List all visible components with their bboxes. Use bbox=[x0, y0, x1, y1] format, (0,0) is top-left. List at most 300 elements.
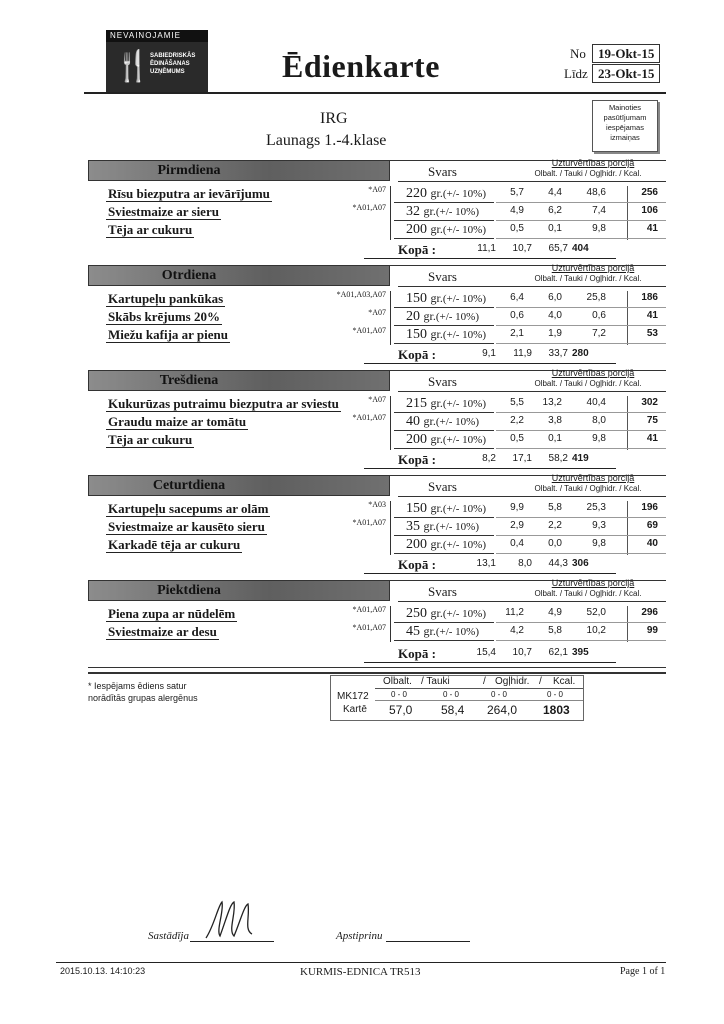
dish-name: Piena zupa ar nūdelēm bbox=[108, 606, 236, 621]
dish-underline bbox=[106, 237, 194, 238]
header-bottom-line bbox=[398, 286, 666, 287]
dish-row bbox=[88, 432, 666, 450]
weight-unit: gr. bbox=[423, 624, 436, 638]
nutrition-kcal: 186 bbox=[641, 292, 658, 303]
document-code: KURMIS-EDNICA TR513 bbox=[300, 966, 421, 978]
row-line bbox=[496, 448, 666, 449]
weight-underline bbox=[394, 307, 494, 308]
total-oglh: 33,7 bbox=[548, 348, 568, 359]
nutrition-oglh: 48,6 bbox=[586, 187, 606, 198]
total-tauki: 11,9 bbox=[513, 348, 532, 359]
row-line bbox=[496, 535, 666, 536]
weight-unit: gr. bbox=[430, 291, 443, 305]
weight-tolerance: (+/- 10%) bbox=[442, 539, 487, 551]
weight-underline bbox=[394, 622, 494, 623]
approved-line bbox=[386, 941, 470, 942]
total-underline bbox=[364, 573, 616, 574]
dish-underline bbox=[106, 534, 267, 535]
day-name: Piektdiena bbox=[157, 583, 221, 598]
dish-row bbox=[88, 414, 666, 432]
nutrition-oglh: 7,2 bbox=[592, 328, 606, 339]
day-total-row bbox=[88, 557, 666, 573]
total-label: Kopā : bbox=[398, 242, 436, 257]
column-divider bbox=[390, 537, 391, 555]
day-name: Pirmdiena bbox=[157, 163, 221, 178]
nutrition-kcal: 69 bbox=[646, 520, 658, 531]
weight-column-label: Svars bbox=[428, 584, 457, 599]
weight-unit: gr. bbox=[430, 606, 443, 620]
totals-divider bbox=[375, 700, 583, 701]
nutrition-tauki: 3,8 bbox=[548, 415, 562, 426]
weight-value: 200 bbox=[406, 432, 427, 447]
dish-weight bbox=[406, 414, 479, 430]
weight-underline bbox=[394, 448, 494, 449]
page-number: Page 1 of 1 bbox=[620, 966, 666, 977]
column-divider bbox=[390, 309, 391, 327]
nutrition-tauki: 0,1 bbox=[548, 223, 562, 234]
nutrition-olb: 9,9 bbox=[510, 502, 524, 513]
dish-weight bbox=[406, 501, 486, 517]
column-divider bbox=[390, 291, 391, 309]
row-line bbox=[496, 553, 666, 554]
dish-name: Rīsu biezputra ar ievārījumu bbox=[108, 186, 270, 201]
dish-weight bbox=[406, 291, 486, 307]
nutrition-tauki: 5,8 bbox=[548, 625, 562, 636]
allergen-footnote: * Iespējams ēdiens satur norādītās grupas alergēnus bbox=[88, 681, 198, 703]
day-header bbox=[88, 475, 390, 496]
allergen-codes: *A01,A07 bbox=[352, 326, 386, 335]
dish-weight bbox=[406, 396, 486, 412]
weight-column-label: Svars bbox=[428, 164, 457, 179]
dish-underline bbox=[106, 447, 194, 448]
total-tauki: 8,0 bbox=[518, 558, 532, 569]
menu-subtitle: Launags 1.-4.klase bbox=[266, 132, 387, 149]
dish-name: Kartupeļu sacepums ar olām bbox=[108, 501, 269, 516]
dish-underline bbox=[106, 201, 272, 202]
total-label: Kopā : bbox=[398, 646, 436, 661]
row-line bbox=[496, 220, 666, 221]
dish-name: Tēja ar cukuru bbox=[108, 222, 193, 237]
from-label: No bbox=[570, 46, 586, 61]
nutrition-olb: 0,5 bbox=[510, 433, 524, 444]
total-oglh: 65,7 bbox=[548, 243, 568, 254]
nutrition-columns: Olbalt. / Tauki / Ogļhidr. / Kcal. bbox=[534, 169, 642, 178]
dish-weight bbox=[406, 327, 486, 343]
row-line bbox=[496, 622, 666, 623]
nutrition-tauki: 0,1 bbox=[548, 433, 562, 444]
karte-olb: 57,0 bbox=[389, 703, 413, 717]
column-divider bbox=[390, 186, 391, 204]
weight-tolerance: (+/- 10%) bbox=[442, 398, 487, 410]
nutrition-kcal: 106 bbox=[641, 205, 658, 216]
weight-tolerance: (+/- 10%) bbox=[442, 434, 487, 446]
dish-underline bbox=[106, 621, 237, 622]
dish-name: Miežu kafija ar pienu bbox=[108, 327, 229, 342]
weight-unit: gr. bbox=[430, 186, 443, 200]
row-line bbox=[496, 430, 666, 431]
dish-underline bbox=[106, 306, 225, 307]
weight-unit: gr. bbox=[430, 222, 443, 236]
column-divider bbox=[390, 204, 391, 222]
total-kcal: 419 bbox=[572, 453, 589, 464]
signature-scribble bbox=[200, 896, 260, 942]
column-divider bbox=[390, 396, 391, 414]
fork-knife-icon: 🍴 bbox=[114, 50, 152, 83]
weight-unit: gr. bbox=[430, 501, 443, 515]
nutrition-olb: 0,4 bbox=[510, 538, 524, 549]
total-olb: 13,1 bbox=[476, 558, 496, 569]
dish-row bbox=[88, 222, 666, 240]
nutrition-oglh: 9,3 bbox=[592, 520, 606, 531]
standard-olb: 0 - 0 bbox=[391, 690, 408, 699]
dish-underline bbox=[106, 516, 270, 517]
weight-underline bbox=[394, 553, 494, 554]
nutrition-kcal: 75 bbox=[646, 415, 658, 426]
weight-value: 45 bbox=[406, 624, 420, 639]
nutrition-label: Uzturvērtības porcijā bbox=[551, 158, 635, 168]
nutrition-tauki: 2,2 bbox=[548, 520, 562, 531]
weight-unit: gr. bbox=[423, 309, 436, 323]
weight-column-label: Svars bbox=[428, 269, 457, 284]
nutrition-olb: 5,5 bbox=[510, 397, 524, 408]
nutrition-olb: 2,9 bbox=[510, 520, 524, 531]
nutrition-columns: Olbalt. / Tauki / Ogļhidr. / Kcal. bbox=[534, 589, 642, 598]
nutrition-olb: 0,6 bbox=[510, 310, 524, 321]
total-underline bbox=[364, 363, 616, 364]
nutrition-oglh: 25,8 bbox=[586, 292, 606, 303]
day-name: Ceturtdiena bbox=[152, 478, 226, 493]
approved-label: Apstiprinu bbox=[336, 930, 383, 942]
dish-name: Graudu maize ar tomātu bbox=[108, 414, 247, 429]
weight-value: 200 bbox=[406, 537, 427, 552]
nutrition-olb: 11,2 bbox=[505, 607, 524, 618]
weight-tolerance: (+/- 10%) bbox=[442, 293, 487, 305]
dish-name: Kartupeļu pankūkas bbox=[108, 291, 224, 306]
weight-underline bbox=[394, 343, 494, 344]
dish-weight bbox=[406, 606, 486, 622]
weight-tolerance: (+/- 10%) bbox=[435, 521, 480, 533]
dish-underline bbox=[106, 342, 230, 343]
weight-value: 35 bbox=[406, 519, 420, 534]
day-name: Trešdiena bbox=[159, 373, 219, 388]
day-section bbox=[88, 580, 666, 680]
nutrition-kcal: 196 bbox=[641, 502, 658, 513]
total-tauki: 10,7 bbox=[512, 243, 532, 254]
total-underline bbox=[364, 468, 616, 469]
nutrition-kcal: 41 bbox=[646, 223, 658, 234]
day-header bbox=[88, 370, 390, 391]
weight-column-label: Svars bbox=[428, 374, 457, 389]
total-tauki: 10,7 bbox=[512, 647, 532, 658]
standard-oglh: 0 - 0 bbox=[491, 690, 508, 699]
nutrition-kcal: 41 bbox=[646, 310, 658, 321]
allergen-codes: *A01,A07 bbox=[352, 518, 386, 527]
nutrition-kcal: 41 bbox=[646, 433, 658, 444]
total-olb: 11,1 bbox=[477, 243, 496, 254]
weight-tolerance: (+/- 10%) bbox=[442, 188, 487, 200]
standard-label: MK172 bbox=[337, 691, 369, 702]
allergen-codes: *A01,A03,A07 bbox=[336, 290, 386, 299]
nutrition-columns: Olbalt. / Tauki / Ogļhidr. / Kcal. bbox=[534, 274, 642, 283]
total-underline bbox=[364, 258, 616, 259]
table-end-divider bbox=[88, 667, 666, 674]
total-tauki: 17,1 bbox=[512, 453, 532, 464]
nutrition-oglh: 9,8 bbox=[592, 433, 606, 444]
dish-name: Sviestmaize ar desu bbox=[108, 624, 217, 639]
dish-row bbox=[88, 327, 666, 345]
weight-underline bbox=[394, 430, 494, 431]
nutrition-oglh: 0,6 bbox=[592, 310, 606, 321]
dish-underline bbox=[106, 552, 242, 553]
nutrition-tauki: 5,8 bbox=[548, 502, 562, 513]
nutrition-tauki: 0,0 bbox=[548, 538, 562, 549]
weight-value: 200 bbox=[406, 222, 427, 237]
weight-value: 150 bbox=[406, 291, 427, 306]
column-divider bbox=[390, 222, 391, 240]
dish-weight bbox=[406, 309, 479, 325]
dish-row bbox=[88, 396, 666, 414]
dish-weight bbox=[406, 624, 479, 640]
column-divider bbox=[390, 327, 391, 345]
total-oglh: 62,1 bbox=[548, 647, 568, 658]
weight-tolerance: (+/- 10%) bbox=[442, 329, 487, 341]
weight-unit: gr. bbox=[423, 204, 436, 218]
day-total-row bbox=[88, 347, 666, 363]
row-line bbox=[496, 517, 666, 518]
weight-value: 215 bbox=[406, 396, 427, 411]
dish-row bbox=[88, 537, 666, 555]
weight-unit: gr. bbox=[430, 537, 443, 551]
weight-value: 150 bbox=[406, 327, 427, 342]
column-divider bbox=[390, 414, 391, 432]
dish-weight bbox=[406, 222, 486, 238]
allergen-codes: *A07 bbox=[368, 185, 386, 194]
column-divider bbox=[390, 432, 391, 450]
nutrition-kcal: 296 bbox=[641, 607, 658, 618]
nutrition-columns: Olbalt. / Tauki / Ogļhidr. / Kcal. bbox=[534, 484, 642, 493]
weight-column-label: Svars bbox=[428, 479, 457, 494]
company-logo bbox=[106, 30, 208, 92]
nutrition-tauki: 4,9 bbox=[548, 607, 562, 618]
nutrition-olb: 0,5 bbox=[510, 223, 524, 234]
compiled-by-label: Sastādīja bbox=[148, 930, 189, 942]
nutrition-label: Uzturvērtības porcijā bbox=[551, 578, 635, 588]
nutrition-tauki: 4,4 bbox=[548, 187, 562, 198]
dish-name: Sviestmaize ar kausēto sieru bbox=[108, 519, 265, 534]
weight-underline bbox=[394, 517, 494, 518]
day-section bbox=[88, 370, 666, 470]
total-olb: 8,2 bbox=[482, 453, 496, 464]
change-notice: Mainoties pasūtījumam iespējamas izmaiņas bbox=[592, 100, 658, 152]
weight-tolerance: (+/- 10%) bbox=[442, 224, 487, 236]
total-kcal: 404 bbox=[572, 243, 589, 254]
nutrition-olb: 2,2 bbox=[510, 415, 524, 426]
dish-row bbox=[88, 501, 666, 519]
dish-row bbox=[88, 519, 666, 537]
nutrition-olb: 4,2 bbox=[510, 625, 524, 636]
from-date: 19-Okt-15 bbox=[592, 44, 660, 63]
nutrition-kcal: 256 bbox=[641, 187, 658, 198]
nutrition-oglh: 9,8 bbox=[592, 223, 606, 234]
to-label: Līdz bbox=[564, 66, 588, 81]
total-kcal: 395 bbox=[572, 647, 589, 658]
footer-divider bbox=[56, 962, 666, 963]
weight-value: 220 bbox=[406, 186, 427, 201]
nutrition-kcal: 53 bbox=[646, 328, 658, 339]
nutrition-tauki: 6,0 bbox=[548, 292, 562, 303]
total-kcal: 306 bbox=[572, 558, 589, 569]
dish-underline bbox=[106, 411, 341, 412]
nutrition-columns: Olbalt. / Tauki / Ogļhidr. / Kcal. bbox=[534, 379, 642, 388]
weight-value: 40 bbox=[406, 414, 420, 429]
total-underline bbox=[364, 662, 616, 663]
dish-weight bbox=[406, 537, 486, 553]
weight-underline bbox=[394, 412, 494, 413]
row-line bbox=[496, 640, 666, 641]
allergen-codes: *A07 bbox=[368, 308, 386, 317]
to-date: 23-Okt-15 bbox=[592, 64, 660, 83]
weight-unit: gr. bbox=[430, 432, 443, 446]
weight-underline bbox=[394, 202, 494, 203]
weight-value: 250 bbox=[406, 606, 427, 621]
dish-row bbox=[88, 624, 666, 642]
dish-name: Skābs krējums 20% bbox=[108, 309, 220, 324]
weight-underline bbox=[394, 535, 494, 536]
total-label: Kopā : bbox=[398, 347, 436, 362]
total-olb: 9,1 bbox=[482, 348, 496, 359]
karte-kcal: 1803 bbox=[543, 703, 570, 717]
weight-unit: gr. bbox=[430, 396, 443, 410]
row-line bbox=[496, 238, 666, 239]
weight-tolerance: (+/- 10%) bbox=[435, 626, 480, 638]
allergen-codes: *A03 bbox=[368, 500, 386, 509]
standard-tauki: 0 - 0 bbox=[443, 690, 460, 699]
allergen-codes: *A01,A07 bbox=[352, 623, 386, 632]
nutrition-tauki: 4,0 bbox=[548, 310, 562, 321]
nutrition-label: Uzturvērtības porcijā bbox=[551, 368, 635, 378]
nutrition-kcal: 99 bbox=[646, 625, 658, 636]
page-title: Ēdienkarte bbox=[282, 48, 440, 84]
dish-underline bbox=[106, 324, 222, 325]
day-total-row bbox=[88, 452, 666, 468]
dish-name: Tēja ar cukuru bbox=[108, 432, 193, 447]
nutrition-kcal: 302 bbox=[641, 397, 658, 408]
nutrition-kcal: 40 bbox=[646, 538, 658, 549]
weekly-totals bbox=[330, 675, 584, 721]
row-line bbox=[496, 202, 666, 203]
weight-underline bbox=[394, 220, 494, 221]
row-line bbox=[496, 343, 666, 344]
dish-row bbox=[88, 309, 666, 327]
dish-weight bbox=[406, 204, 479, 220]
dish-name: Sviestmaize ar sieru bbox=[108, 204, 219, 219]
nutrition-tauki: 6,2 bbox=[548, 205, 562, 216]
weight-tolerance: (+/- 10%) bbox=[435, 206, 480, 218]
weight-tolerance: (+/- 10%) bbox=[435, 311, 480, 323]
weight-underline bbox=[394, 238, 494, 239]
total-oglh: 44,3 bbox=[548, 558, 568, 569]
weight-underline bbox=[394, 325, 494, 326]
header-divider bbox=[84, 92, 666, 94]
day-header bbox=[88, 580, 390, 601]
day-section bbox=[88, 475, 666, 575]
nutrition-oglh: 52,0 bbox=[586, 607, 606, 618]
header-bottom-line bbox=[398, 181, 666, 182]
allergen-codes: *A01,A07 bbox=[352, 203, 386, 212]
karte-oglh: 264,0 bbox=[487, 703, 518, 717]
nutrition-olb: 4,9 bbox=[510, 205, 524, 216]
nutrition-olb: 5,7 bbox=[510, 187, 524, 198]
row-line bbox=[496, 325, 666, 326]
total-olb: 15,4 bbox=[476, 647, 496, 658]
nutrition-label: Uzturvērtības porcijā bbox=[551, 263, 635, 273]
standard-kcal: 0 - 0 bbox=[547, 690, 564, 699]
column-divider bbox=[390, 624, 391, 642]
dish-underline bbox=[106, 429, 248, 430]
total-kcal: 280 bbox=[572, 348, 589, 359]
nutrition-olb: 2,1 bbox=[510, 328, 524, 339]
nutrition-oglh: 8,0 bbox=[592, 415, 606, 426]
header-bottom-line bbox=[398, 601, 666, 602]
dish-weight bbox=[406, 432, 486, 448]
nutrition-oglh: 9,8 bbox=[592, 538, 606, 549]
header-bottom-line bbox=[398, 496, 666, 497]
column-divider bbox=[390, 606, 391, 624]
weight-unit: gr. bbox=[423, 414, 436, 428]
dish-weight bbox=[406, 519, 479, 535]
day-section bbox=[88, 160, 666, 260]
allergen-codes: *A07 bbox=[368, 395, 386, 404]
weight-unit: gr. bbox=[423, 519, 436, 533]
day-total-row bbox=[88, 646, 666, 662]
irg-label: IRG bbox=[320, 110, 348, 127]
total-label: Kopā : bbox=[398, 452, 436, 467]
nutrition-oglh: 7,4 bbox=[592, 205, 606, 216]
weight-unit: gr. bbox=[430, 327, 443, 341]
karte-label: Kartē bbox=[343, 704, 367, 715]
nutrition-oglh: 10,2 bbox=[586, 625, 606, 636]
allergen-codes: *A01,A07 bbox=[352, 413, 386, 422]
day-header bbox=[88, 160, 390, 181]
dish-underline bbox=[106, 219, 221, 220]
logo-subtext: SABIEDRISKĀS ĒDINĀŠANAS UZŅĒMUMS bbox=[150, 53, 196, 75]
nutrition-oglh: 25,3 bbox=[586, 502, 606, 513]
weight-underline bbox=[394, 640, 494, 641]
dish-row bbox=[88, 204, 666, 222]
nutrition-olb: 6,4 bbox=[510, 292, 524, 303]
logo-top-text: NEVAINOJAMIE bbox=[106, 30, 208, 42]
day-total-row bbox=[88, 242, 666, 258]
dish-weight bbox=[406, 186, 486, 202]
nutrition-tauki: 1,9 bbox=[548, 328, 562, 339]
row-line bbox=[496, 307, 666, 308]
nutrition-oglh: 40,4 bbox=[586, 397, 606, 408]
nutrition-tauki: 13,2 bbox=[542, 397, 562, 408]
day-name: Otrdiena bbox=[161, 268, 217, 283]
weight-tolerance: (+/- 10%) bbox=[442, 608, 487, 620]
print-timestamp: 2015.10.13. 14:10:23 bbox=[60, 966, 146, 976]
dish-name: Karkadē tēja ar cukuru bbox=[108, 537, 241, 552]
weight-value: 150 bbox=[406, 501, 427, 516]
total-oglh: 58,2 bbox=[548, 453, 568, 464]
totals-header: Olbalt. / Tauki / Ogļhidr. / Kcal. bbox=[375, 676, 583, 689]
header-bottom-line bbox=[398, 391, 666, 392]
dish-underline bbox=[106, 639, 219, 640]
weight-value: 32 bbox=[406, 204, 420, 219]
karte-tauki: 58,4 bbox=[441, 703, 465, 717]
weight-value: 20 bbox=[406, 309, 420, 324]
column-divider bbox=[390, 519, 391, 537]
